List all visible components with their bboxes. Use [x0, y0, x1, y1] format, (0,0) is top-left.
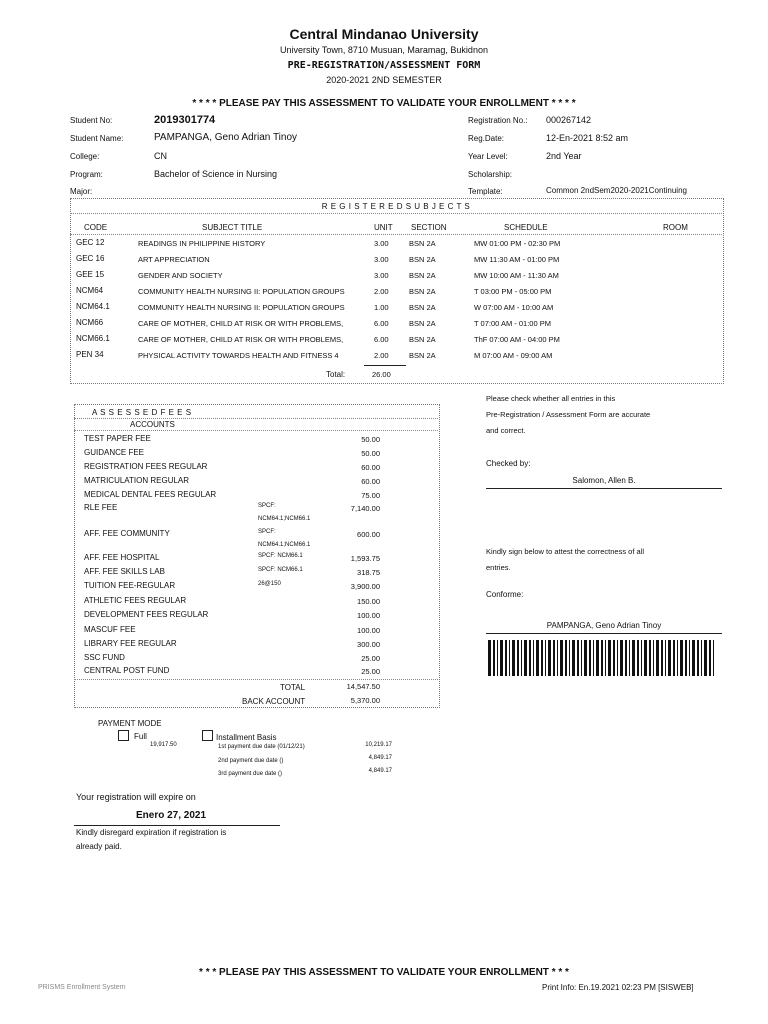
due-1-label: 1st payment due date (01/12/21) [218, 744, 305, 750]
fee-note-subjects: NCM64.1;NCM66.1 [258, 516, 311, 522]
subject-schedule: W 07:00 AM - 10:00 AM [474, 303, 554, 312]
barcode-bar [629, 640, 630, 676]
barcode-bar [584, 640, 587, 676]
barcode-bar [548, 640, 551, 676]
barcode-bar [572, 640, 575, 676]
barcode-bar [713, 640, 714, 676]
barcode-bar [517, 640, 519, 676]
subject-unit: 1.00 [374, 303, 389, 312]
col-unit: UNIT [374, 223, 393, 232]
barcode-bar [649, 640, 651, 676]
table-row: NCM64.1 [76, 302, 110, 311]
subject-schedule: T 03:00 PM - 05:00 PM [474, 287, 552, 296]
subject-unit: 6.00 [374, 319, 389, 328]
subject-section: BSN 2A [409, 351, 436, 360]
barcode-bar [589, 640, 591, 676]
installment-checkbox[interactable] [202, 730, 213, 741]
print-info: Print Info: En.19.2021 02:23 PM [SISWEB] [542, 983, 694, 992]
subject-section: BSN 2A [409, 255, 436, 264]
fee-name: AFF. FEE HOSPITAL [84, 553, 160, 562]
barcode-bar [536, 640, 539, 676]
table-row: PEN 34 [76, 350, 104, 359]
checked-by-label: Checked by: [486, 459, 531, 468]
form-title: PRE-REGISTRATION/ASSESSMENT FORM [287, 60, 481, 71]
fee-amount: 60.00 [361, 463, 380, 472]
program: Bachelor of Science in Nursing [154, 169, 278, 179]
subjects-title-divider [70, 213, 722, 214]
col-schedule: SCHEDULE [504, 223, 548, 232]
subject-unit: 3.00 [374, 239, 389, 248]
bottom-notice: * * * PLEASE PAY THIS ASSESSMENT TO VALIDATE YOUR ENROLLMENT * * * [199, 967, 569, 978]
barcode-bar [541, 640, 543, 676]
barcode-bar [557, 640, 558, 676]
subject-section: BSN 2A [409, 287, 436, 296]
subject-unit: 6.00 [374, 335, 389, 344]
barcode-bar [661, 640, 663, 676]
col-section: SECTION [411, 223, 447, 232]
barcode-bar [625, 640, 627, 676]
fees-total-divider [74, 679, 438, 680]
barcode-bar [565, 640, 567, 676]
barcode-bar [709, 640, 711, 676]
barcode-bar [673, 640, 675, 676]
fee-name: DEVELOPMENT FEES REGULAR [84, 610, 209, 619]
barcode-bar [613, 640, 615, 676]
fees-total: 14,547.50 [346, 682, 380, 691]
reg-date: 12-En-2021 8:52 am [546, 133, 629, 143]
subject-section: BSN 2A [409, 239, 436, 248]
barcode-bar [637, 640, 639, 676]
reg-date-label: Reg.Date: [468, 134, 505, 143]
barcode-bar [521, 640, 522, 676]
fee-amount: 3,900.00 [350, 582, 380, 591]
barcode-bar [524, 640, 527, 676]
fee-name: LIBRARY FEE REGULAR [84, 639, 177, 648]
fee-name: MASCUF FEE [84, 625, 136, 634]
major-label: Major: [70, 187, 93, 196]
accounts-label: ACCOUNTS [130, 420, 175, 429]
barcode-bar [512, 640, 515, 676]
fee-name: TEST PAPER FEE [84, 434, 151, 443]
barcode-bar [581, 640, 582, 676]
full-payment-label: Full [134, 732, 147, 741]
barcode-bar [545, 640, 546, 676]
barcode-bar [665, 640, 666, 676]
barcode-bar [488, 640, 491, 676]
fees-title: A S S E S S E D F E E S [92, 408, 192, 417]
sign-note-line2: entries. [486, 563, 511, 572]
subject-title: GENDER AND SOCIETY [138, 271, 223, 280]
check-note-line2: Pre-Registration / Assessment Form are accurate [486, 410, 651, 419]
subject-unit: 2.00 [374, 351, 389, 360]
fee-note: SPCF: NCM66.1 [258, 567, 303, 573]
fee-amount: 50.00 [361, 435, 380, 444]
barcode-bar [668, 640, 671, 676]
barcode-bar [692, 640, 695, 676]
table-row: GEE 15 [76, 270, 105, 279]
fee-name: AFF. FEE COMMUNITY [84, 529, 170, 538]
college-label: College: [70, 152, 100, 161]
due-2-amount: 4,849.17 [368, 755, 392, 761]
subject-title: ART APPRECIATION [138, 255, 210, 264]
fee-amount: 25.00 [361, 654, 380, 663]
full-payment-amount: 19,917.50 [150, 742, 177, 748]
units-total-label: Total: [326, 370, 346, 379]
subject-title: COMMUNITY HEALTH NURSING II: POPULATION GROUPS [138, 303, 345, 312]
table-row: NCM66 [76, 318, 104, 327]
fee-amount: 100.00 [357, 611, 380, 620]
barcode-bar [577, 640, 579, 676]
barcode-bar [593, 640, 594, 676]
expiry-label: Your registration will expire on [76, 792, 196, 802]
fee-amount: 1,593.75 [350, 554, 380, 563]
fee-name: AFF. FEE SKILLS LAB [84, 567, 165, 576]
barcode-bar [569, 640, 570, 676]
student-no-label: Student No: [70, 116, 113, 125]
checked-by-name: Salomon, Allen B. [572, 476, 636, 485]
barcode-bar [497, 640, 498, 676]
expiry-note-line2: already paid. [76, 842, 122, 851]
barcode-bar [685, 640, 687, 676]
barcode-bar [653, 640, 654, 676]
fee-name: MEDICAL DENTAL FEES REGULAR [84, 490, 217, 499]
fee-name: ATHLETIC FEES REGULAR [84, 596, 187, 605]
student-name: PAMPANGA, Geno Adrian Tinoy [154, 132, 298, 143]
fee-amount: 75.00 [361, 491, 380, 500]
col-room: ROOM [663, 223, 688, 232]
check-note-line1: Please check whether all entries in this [486, 394, 616, 403]
fees-total-label: TOTAL [280, 683, 306, 692]
program-label: Program: [70, 170, 103, 179]
fee-name: GUIDANCE FEE [84, 448, 145, 457]
col-code: CODE [84, 223, 108, 232]
subject-schedule: M 07:00 AM - 09:00 AM [474, 351, 553, 360]
fee-name: REGISTRATION FEES REGULAR [84, 462, 208, 471]
fee-amount: 7,140.00 [350, 504, 380, 513]
year-level: 2nd Year [546, 151, 582, 161]
barcode-bar [553, 640, 555, 676]
expiry-date: Enero 27, 2021 [136, 810, 207, 821]
fee-note: SPCF: [258, 503, 276, 509]
fee-note: SPCF: NCM66.1 [258, 553, 303, 559]
col-subject-title: SUBJECT TITLE [202, 223, 263, 232]
system-name: PRISMS Enrollment System [38, 984, 126, 991]
barcode-bar [641, 640, 642, 676]
payment-mode-label: PAYMENT MODE [98, 719, 162, 728]
barcode-bar [620, 640, 623, 676]
table-row: GEC 16 [76, 254, 105, 263]
barcode-bar [697, 640, 699, 676]
barcode-bar [493, 640, 495, 676]
expiry-note-line1: Kindly disregard expiration if registration is [76, 828, 227, 837]
subject-unit: 2.00 [374, 287, 389, 296]
subject-title: COMMUNITY HEALTH NURSING II: POPULATION GROUPS [138, 287, 345, 296]
barcode-image [488, 640, 718, 676]
checked-by-rule [486, 488, 722, 489]
fee-amount: 150.00 [357, 597, 380, 606]
fee-amount: 25.00 [361, 667, 380, 676]
barcode-bar [617, 640, 618, 676]
fee-name: RLE FEE [84, 503, 118, 512]
barcode-bar [608, 640, 611, 676]
conforme-name: PAMPANGA, Geno Adrian Tinoy [546, 621, 662, 630]
template-label: Template: [468, 187, 503, 196]
conforme-label: Conforme: [486, 590, 524, 599]
due-2-label: 2nd payment due date () [218, 758, 284, 764]
subject-section: BSN 2A [409, 335, 436, 344]
fee-amount: 100.00 [357, 626, 380, 635]
college: CN [154, 151, 167, 161]
accounts-divider [74, 430, 438, 431]
subject-section: BSN 2A [409, 271, 436, 280]
barcode-bar [689, 640, 690, 676]
due-3-label: 3rd payment due date () [218, 771, 283, 777]
subjects-header-divider [70, 234, 722, 235]
subject-unit: 3.00 [374, 271, 389, 280]
semester: 2020-2021 2ND SEMESTER [326, 75, 442, 85]
table-row: NCM66.1 [76, 334, 110, 343]
units-total: 26.00 [372, 370, 391, 379]
check-note-line3: and correct. [486, 426, 526, 435]
installment-label: Installment Basis [216, 733, 277, 742]
expiry-rule [74, 825, 280, 826]
fee-name: MATRICULATION REGULAR [84, 476, 190, 485]
fee-note-subjects: NCM64.1;NCM66.1 [258, 542, 311, 548]
fee-note: 26@150 [258, 581, 281, 587]
fee-name: TUITION FEE-REGULAR [84, 581, 176, 590]
fees-title-divider [74, 418, 438, 419]
barcode-bar [505, 640, 507, 676]
fee-amount: 318.75 [357, 568, 380, 577]
back-account: 5,370.00 [350, 696, 380, 705]
barcode-bar [601, 640, 603, 676]
subject-title: PHYSICAL ACTIVITY TOWARDS HEALTH AND FITNESS 4 [138, 351, 339, 360]
fee-amount: 300.00 [357, 640, 380, 649]
student-name-label: Student Name: [70, 134, 124, 143]
barcode-bar [560, 640, 563, 676]
university-address: University Town, 8710 Musuan, Maramag, Bukidnon [280, 45, 488, 55]
barcode-bar [533, 640, 534, 676]
fee-amount: 60.00 [361, 477, 380, 486]
sign-note-line1: Kindly sign below to attest the correctness of all [486, 547, 644, 556]
fee-name: SSC FUND [84, 653, 125, 662]
barcode-bar [500, 640, 503, 676]
registration-no-label: Registration No.: [468, 116, 528, 125]
units-total-rule [364, 365, 406, 366]
barcode-bar [596, 640, 599, 676]
subjects-title: R E G I S T E R E D S U B J E C T S [321, 202, 471, 211]
due-3-amount: 4,849.17 [368, 768, 392, 774]
barcode-bar [656, 640, 659, 676]
barcode-bar [632, 640, 635, 676]
subject-unit: 3.00 [374, 255, 389, 264]
subject-title: CARE OF MOTHER, CHILD AT RISK OR WITH PROBLEMS, [138, 335, 344, 344]
barcode-bar [677, 640, 678, 676]
registration-no: 000267142 [546, 115, 592, 125]
table-row: GEC 12 [76, 238, 105, 247]
subject-section: BSN 2A [409, 319, 436, 328]
barcode-bar [701, 640, 702, 676]
subject-schedule: T 07:00 AM - 01:00 PM [474, 319, 551, 328]
back-account-label: BACK ACCOUNT [242, 697, 306, 706]
subject-schedule: MW 10:00 AM - 11:30 AM [474, 271, 559, 280]
subject-schedule: MW 01:00 PM - 02:30 PM [474, 239, 561, 248]
barcode-bar [509, 640, 510, 676]
barcode-bar [529, 640, 531, 676]
conforme-rule [486, 633, 722, 634]
full-payment-checkbox[interactable] [118, 730, 129, 741]
top-notice: * * * * PLEASE PAY THIS ASSESSMENT TO VALIDATE YOUR ENROLLMENT * * * * [192, 98, 576, 109]
student-no: 2019301774 [154, 114, 216, 126]
barcode-bar [680, 640, 683, 676]
fee-amount: 50.00 [361, 449, 380, 458]
barcode-bar [605, 640, 606, 676]
due-1-amount: 10,219.17 [365, 742, 392, 748]
subject-title: CARE OF MOTHER, CHILD AT RISK OR WITH PROBLEMS, [138, 319, 344, 328]
year-level-label: Year Level: [468, 152, 508, 161]
fee-note: SPCF: [258, 529, 276, 535]
scholarship-label: Scholarship: [468, 170, 513, 179]
subject-schedule: MW 11:30 AM - 01:00 PM [474, 255, 560, 264]
subject-section: BSN 2A [409, 303, 436, 312]
barcode-bar [644, 640, 647, 676]
subject-schedule: ThF 07:00 AM - 04:00 PM [474, 335, 560, 344]
university-name: Central Mindanao University [289, 26, 479, 42]
template-value: Common 2ndSem2020-2021Continuing [546, 186, 687, 195]
subject-title: READINGS IN PHILIPPINE HISTORY [138, 239, 266, 248]
fee-name: CENTRAL POST FUND [84, 666, 170, 675]
barcode-bar [704, 640, 707, 676]
fee-amount: 600.00 [357, 530, 380, 539]
table-row: NCM64 [76, 286, 104, 295]
